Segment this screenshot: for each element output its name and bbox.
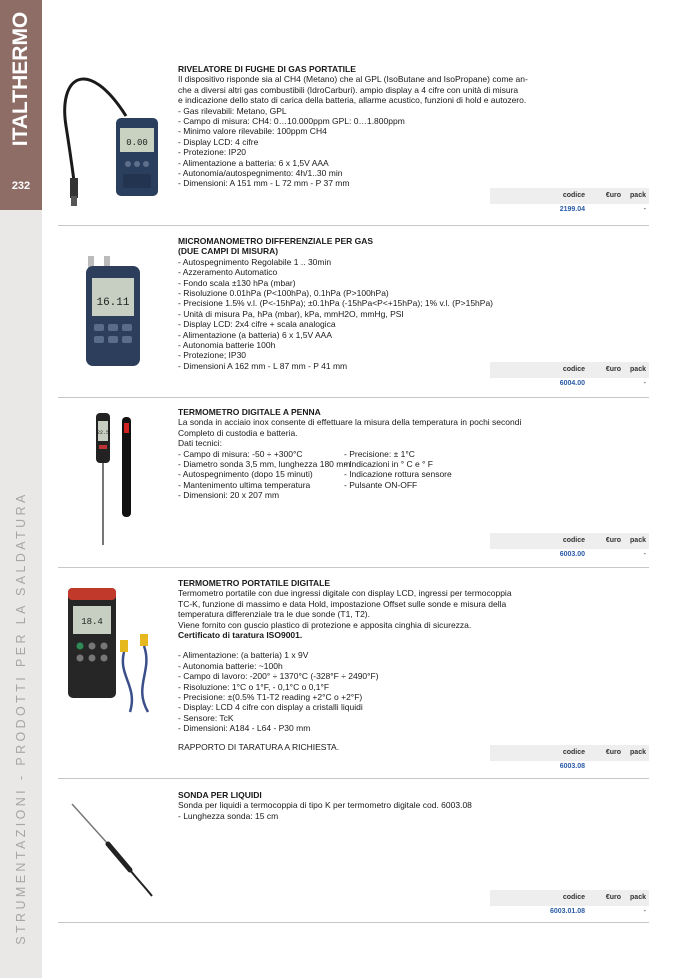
spec-line: - Dimensioni: A184 - L64 - P30 mm: [178, 723, 311, 734]
spec-line: - Alimentazione a batteria: 6 x 1,5V AAA: [178, 157, 329, 168]
brand-logo: [4, 4, 38, 154]
header-euro: €uro: [605, 894, 621, 901]
spec-line: - Mantenimento ultima temperatura: [178, 479, 311, 490]
desc-line: Sonda per liquidi a termocoppia di tipo K per termometro digitale cod. 6003.08: [178, 800, 472, 811]
spec-line: - Lunghezza sonda: 15 cm: [178, 810, 279, 821]
spec-line: - Display LCD: 2x4 cifre + scala analogica: [178, 319, 336, 330]
header-euro: €uro: [605, 192, 621, 199]
table-header: [490, 188, 649, 204]
spec-line: - Dimensioni: A 151 mm - L 72 mm - P 37 mm: [178, 178, 350, 189]
product-description: [178, 578, 518, 752]
pen-thermometer-image: [58, 407, 170, 549]
brand-block: [0, 0, 42, 210]
product-pack: -: [643, 206, 646, 213]
header-euro: €uro: [605, 537, 621, 544]
divider: [58, 397, 649, 398]
table-header: [490, 362, 649, 378]
spec-line: - Alimentazione: (a batteria) 1 x 9V: [178, 650, 309, 661]
spec-line: - Indicazioni in ° C e ° F: [344, 459, 433, 470]
certificate-line: Certificato di taratura ISO9001.: [178, 630, 303, 641]
product-description: [178, 790, 518, 821]
divider: [58, 922, 649, 923]
section-title: [4, 490, 38, 945]
product-pack: -: [643, 908, 646, 915]
brand-name: ITALTHERMO: [9, 11, 32, 147]
spec-line: - Precisione 1.5% v.l. (P<-15hPa); ±0.1hPa (-15hPa<P<+15hPa); 1% v.l. (P>15hPa): [178, 298, 494, 309]
product-description: [178, 236, 518, 371]
spec-line: - Protezione: IP20: [178, 147, 247, 158]
product-title: SONDA PER LIQUIDI: [178, 790, 262, 800]
header-code: codice: [562, 749, 585, 756]
page-number: 232: [11, 180, 31, 192]
spec-column-right: [344, 449, 514, 491]
calibration-note: RAPPORTO DI TARATURA A RICHIESTA.: [178, 741, 340, 752]
spacer: [178, 734, 518, 742]
header-pack: pack: [630, 192, 646, 199]
spec-line: - Precisione: ± 1°C: [344, 448, 415, 459]
spec-line: - Display: LCD 4 cifre con display a cristalli liquidi: [178, 702, 363, 713]
desc-line: La sonda in acciaio inox consente di effettuare la misura della temperatura in pochi secondi: [178, 417, 522, 428]
header-pack: pack: [630, 537, 646, 544]
table-header: [490, 890, 649, 906]
spec-line: - Risoluzione: 1°C o 1°F, - 0,1°C o 0,1°F: [178, 681, 330, 692]
table-row: [490, 205, 649, 217]
divider: [58, 778, 649, 779]
spec-line: - Dimensioni: 20 x 207 mm: [178, 490, 280, 501]
product-description: [178, 407, 522, 501]
product-title: RIVELATORE DI FUGHE DI GAS PORTATILE: [178, 64, 356, 74]
spec-line: - Gas rilevabili: Metano, GPL: [178, 105, 287, 116]
spec-line: - Azzeramento Automatico: [178, 267, 278, 278]
header-pack: pack: [630, 366, 646, 373]
product-code: 6003.01.08: [549, 908, 585, 915]
desc-line: e indicazione dello stato di carica della batteria, allarme acustico, funzioni di hold e autozero.: [178, 95, 527, 106]
spec-line: - Autonomia/autospegnimento: 4h/1..30 min: [178, 168, 343, 179]
product-code: 6003.00: [559, 551, 585, 558]
product-code: 6003.08: [559, 763, 585, 770]
spec-line: - Unità di misura Pa, hPa (mbar), kPa, mmH2O, mmHg, PSI: [178, 308, 404, 319]
svg-text:18.4: 18.4: [81, 617, 103, 627]
product-title: TERMOMETRO DIGITALE A PENNA: [178, 407, 321, 417]
liquid-probe-image: [58, 800, 170, 900]
spec-column-left: [178, 448, 351, 501]
table-row: [490, 762, 649, 774]
spec-line: - Dimensioni A 162 mm - L 87 mm - P 41 mm: [178, 360, 348, 371]
desc-line: Dati tecnici:: [178, 438, 222, 449]
header-pack: pack: [630, 894, 646, 901]
spec-line: - Autospegnimento (dopo 15 minuti): [178, 469, 313, 480]
desc-line: Il dispositivo risponde sia al CH4 (Metano) che al GPL (IsoButane and IsoPropane) come an-: [178, 74, 528, 85]
table-row: [490, 379, 649, 391]
portable-thermometer-image: [58, 586, 170, 716]
micromanometer-image: [58, 250, 170, 370]
divider: [58, 567, 649, 568]
sidebar: [0, 0, 42, 978]
desc-line: Viene fornito con guscio plastico di protezione e apposita cinghia di sicurezza.: [178, 619, 472, 630]
spec-line: - Minimo valore rilevabile: 100ppm CH4: [178, 126, 327, 137]
product-code: 6004.00: [559, 380, 585, 387]
product-code: 2199.04: [559, 206, 585, 213]
desc-line: Termometro portatile con due ingressi digitale con display LCD, ingressi per termocoppia: [178, 588, 512, 599]
gas-detector-image: [58, 66, 170, 214]
product-title: TERMOMETRO PORTATILE DIGITALE: [178, 578, 331, 588]
spec-line: - Display LCD: 4 cifre: [178, 136, 259, 147]
spec-line: - Campo di misura: -50 ÷ +300°C: [178, 448, 303, 459]
spec-line: - Campo di lavoro: -200° ÷ 1370°C (-328°F ÷ 2490°F): [178, 671, 379, 682]
table-row: [490, 550, 649, 562]
header-code: codice: [562, 537, 585, 544]
spec-line: - Autonomia batterie 100h: [178, 340, 276, 351]
header-euro: €uro: [605, 749, 621, 756]
section-title-text: STRUMENTAZIONI - PRODOTTI PER LA SALDATURA: [14, 490, 28, 945]
header-code: codice: [562, 366, 585, 373]
spec-columns: [178, 449, 518, 501]
svg-text:16.11: 16.11: [96, 297, 130, 309]
header-code: codice: [562, 894, 585, 901]
product-subtitle: (DUE CAMPI DI MISURA): [178, 246, 279, 257]
spec-line: - Pulsante ON-OFF: [344, 479, 418, 490]
spec-line: - Sensore: TcK: [178, 712, 234, 723]
desc-line: temperatura differenziale tra le due sonde (T1, T2).: [178, 609, 370, 620]
spec-line: - Autonomia batterie: ~100h: [178, 660, 283, 671]
product-pack: -: [643, 380, 646, 387]
header-pack: pack: [630, 749, 646, 756]
header-euro: €uro: [605, 366, 621, 373]
svg-text:0.00: 0.00: [126, 138, 148, 148]
spec-line: - Diametro sonda 3,5 mm, lunghezza 180 mm: [178, 459, 351, 470]
spec-line: - Campo di misura: CH4: 0…10.000ppm GPL: 0…1.800ppm: [178, 116, 405, 127]
spacer: [178, 640, 518, 650]
spec-line: - Indicazione rottura sensore: [344, 469, 452, 480]
spec-line: - Autospegnimento Regolabile 1 .. 30min: [178, 256, 332, 267]
spec-line: - Precisione: ±(0.5% T1-T2 reading +2°C o +2°F): [178, 692, 363, 703]
table-row: [490, 907, 649, 919]
spec-line: - Alimentazione (a batteria) 6 x 1,5V AAA: [178, 329, 333, 340]
svg-text:22.5: 22.5: [96, 430, 110, 436]
spec-line: - Protezione; IP30: [178, 350, 247, 361]
spec-line: - Risoluzione 0.01hPa (P<100hPa), 0.1hPa (P>100hPa): [178, 288, 389, 299]
header-code: codice: [562, 192, 585, 199]
desc-line: TC-K, funzione di massimo e data Hold, impostazione Offset sulle sonde e misura della: [178, 598, 507, 609]
product-pack: -: [643, 551, 646, 558]
table-header: [490, 745, 649, 761]
table-header: [490, 533, 649, 549]
product-description: [178, 64, 528, 189]
spec-line: - Fondo scala ±130 hPa (mbar): [178, 277, 296, 288]
product-title: MICROMANOMETRO DIFFERENZIALE PER GAS: [178, 236, 374, 246]
desc-line: Completo di custodia e batteria.: [178, 427, 298, 438]
desc-line: che a diversi altri gas combustibili (IdroCarburi). ampio display a 4 cifre con unità di misura: [178, 84, 519, 95]
divider: [58, 225, 649, 226]
